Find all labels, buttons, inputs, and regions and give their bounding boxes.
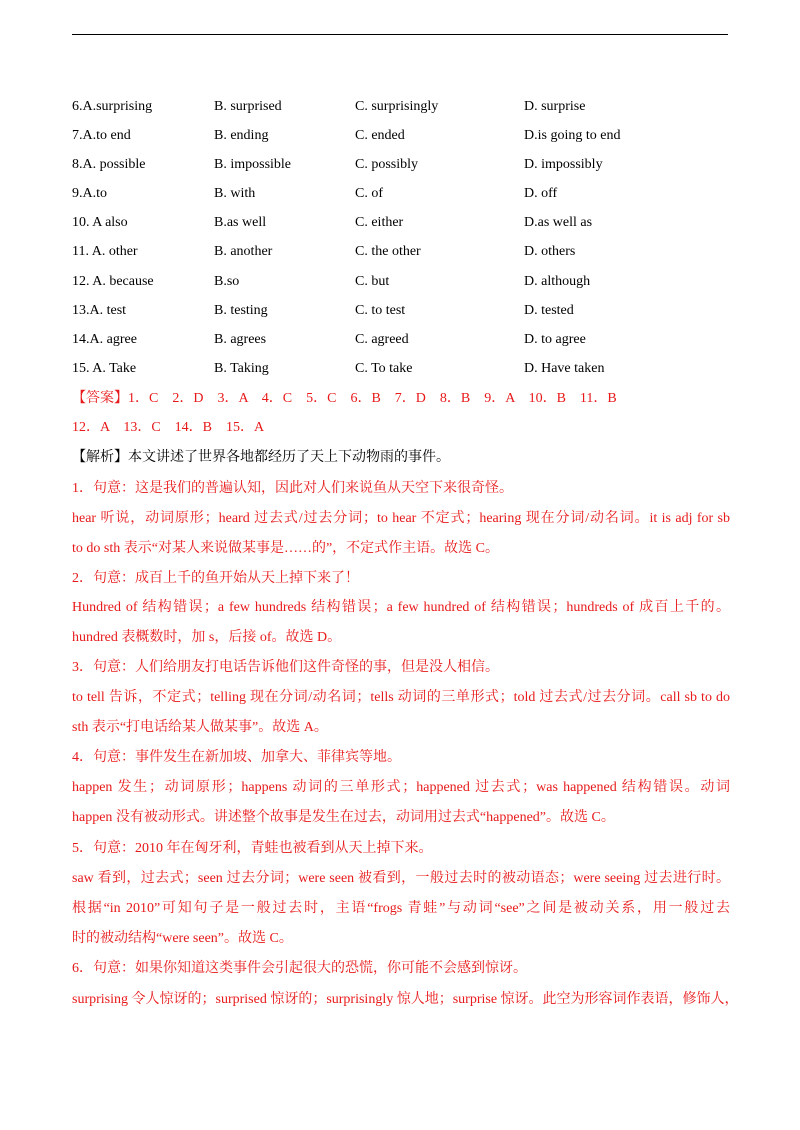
option-cell: C. the other — [355, 244, 421, 260]
option-row — [72, 358, 732, 387]
option-cell: D. Have taken — [524, 360, 605, 376]
option-row — [72, 300, 732, 329]
option-cell: C. either — [355, 215, 404, 231]
analysis-line: hundred 表概数时，加 s，后接 of。故选 D。 — [72, 630, 342, 645]
option-cell: 14.A. agree — [72, 331, 137, 347]
analysis-line: happen 发生；动词原形；happens 动词的三单形式；happened 过去式；was happened 结构错误。动词 — [72, 780, 730, 795]
option-cell: C. of — [355, 186, 383, 202]
analysis-line: saw 看到，过去式；seen 过去分词；were seen 被看到，一般过去时的被动语态；were seeing 过去进行时。 — [72, 871, 730, 886]
analysis-line: 4．句意：事件发生在新加坡、加拿大、菲律宾等地。 — [72, 750, 401, 765]
analysis-line: 6．句意：如果你知道这类事件会引起很大的恐慌，你可能不会感到惊讶。 — [72, 961, 527, 976]
option-cell: D. impossibly — [524, 157, 603, 173]
option-cell: 7.A.to end — [72, 128, 131, 144]
option-cell: B. surprised — [214, 99, 282, 114]
option-row — [72, 125, 732, 154]
analysis-line: surprising 令人惊讶的；surprised 惊讶的；surprisingly 惊人地；surprise 惊讶。此空为形容词作表语，修饰人， — [72, 992, 739, 1007]
option-cell: 15. A. Take — [72, 360, 137, 376]
analysis-line: to tell 告诉，不定式；telling 现在分词/动名词；tells 动词的三单形式；told 过去式/过去分词。call sb to do — [72, 690, 730, 705]
option-cell: C. agreed — [355, 331, 409, 347]
option-cell: B.as well — [214, 215, 267, 231]
options-table — [72, 96, 732, 387]
option-row — [72, 183, 732, 212]
option-cell: B. ending — [214, 128, 269, 144]
analysis-line: 根据“in 2010”可知句子是一般过去时，主语“frogs 青蛙”与动词“see”之间是被动关系，用一般过去 — [72, 901, 730, 916]
option-cell: D. surprise — [524, 99, 586, 114]
option-row — [72, 154, 732, 183]
option-cell: 9.A.to — [72, 186, 107, 202]
option-row — [72, 96, 732, 125]
option-cell: D.is going to end — [524, 128, 621, 144]
option-cell: D.as well as — [524, 215, 593, 231]
option-cell: B.so — [214, 273, 240, 289]
option-row — [72, 212, 732, 241]
option-cell: C. possibly — [355, 157, 419, 173]
option-cell: D. tested — [524, 302, 574, 318]
option-cell: 10. A also — [72, 215, 128, 231]
option-cell: B. agrees — [214, 331, 267, 347]
option-cell: 8.A. possible — [72, 157, 146, 173]
analysis-line: sth 表示“打电话给某人做某事”。故选 A。 — [72, 720, 328, 735]
analysis-line: 2．句意：成百上千的鱼开始从天上掉下来了！ — [72, 571, 359, 586]
option-cell: C. To take — [355, 360, 413, 376]
option-cell: D. although — [524, 273, 591, 289]
option-cell: D. to agree — [524, 331, 586, 347]
option-cell: B. impossible — [214, 157, 292, 173]
option-row — [72, 241, 732, 270]
option-cell: C. to test — [355, 302, 406, 318]
option-cell: C. surprisingly — [355, 99, 439, 114]
analysis-intro: 【解析】本文讲述了世界各地都经历了天上下动物雨的事件。 — [72, 450, 450, 465]
option-cell: D. others — [524, 244, 576, 260]
option-cell: B. Taking — [214, 360, 269, 376]
option-cell: C. ended — [355, 128, 405, 144]
analysis-line: 时的被动结构“were seen”。故选 C。 — [72, 931, 293, 946]
option-row — [72, 271, 732, 300]
option-cell: 13.A. test — [72, 302, 127, 318]
option-cell: 6.A.surprising — [72, 99, 153, 114]
option-cell: C. but — [355, 273, 390, 289]
option-cell: D. off — [524, 186, 558, 202]
analysis-line: to do sth 表示“对某人来说做某事是……的”，不定式作主语。故选 C。 — [72, 541, 499, 556]
header-rule — [72, 34, 728, 35]
option-cell: B. testing — [214, 302, 268, 318]
analysis-line: happen 没有被动形式。讲述整个故事是发生在过去，动词用过去式“happened”。故选 C。 — [72, 810, 615, 825]
option-cell: B. with — [214, 186, 256, 202]
analysis-line: 5．句意：2010 年在匈牙利，青蛙也被看到从天上掉下来。 — [72, 841, 433, 856]
analysis-line: 1．句意：这是我们的普遍认知，因此对人们来说鱼从天空下来很奇怪。 — [72, 481, 513, 496]
analysis-line: 3．句意：人们给朋友打电话告诉他们这件奇怪的事，但是没人相信。 — [72, 660, 499, 675]
answer-line-1: 【答案】1．C 2．D 3．A 4．C 5．C 6．B 7．D 8．B 9．A 10．B 11．B — [72, 391, 617, 406]
analysis-line: hear 听说，动词原形；heard 过去式/过去分词；to hear 不定式；hearing 现在分词/动名词。it is adj for sb — [72, 511, 730, 526]
option-cell: B. another — [214, 244, 273, 260]
answer-line-2: 12．A 13．C 14．B 15．A — [72, 420, 265, 435]
option-cell: 12. A. because — [72, 273, 154, 289]
option-cell: 11. A. other — [72, 244, 138, 260]
analysis-line: Hundred of 结构错误；a few hundreds 结构错误；a few hundred of 结构错误；hundreds of 成百上千的。 — [72, 600, 730, 615]
option-row — [72, 329, 732, 358]
